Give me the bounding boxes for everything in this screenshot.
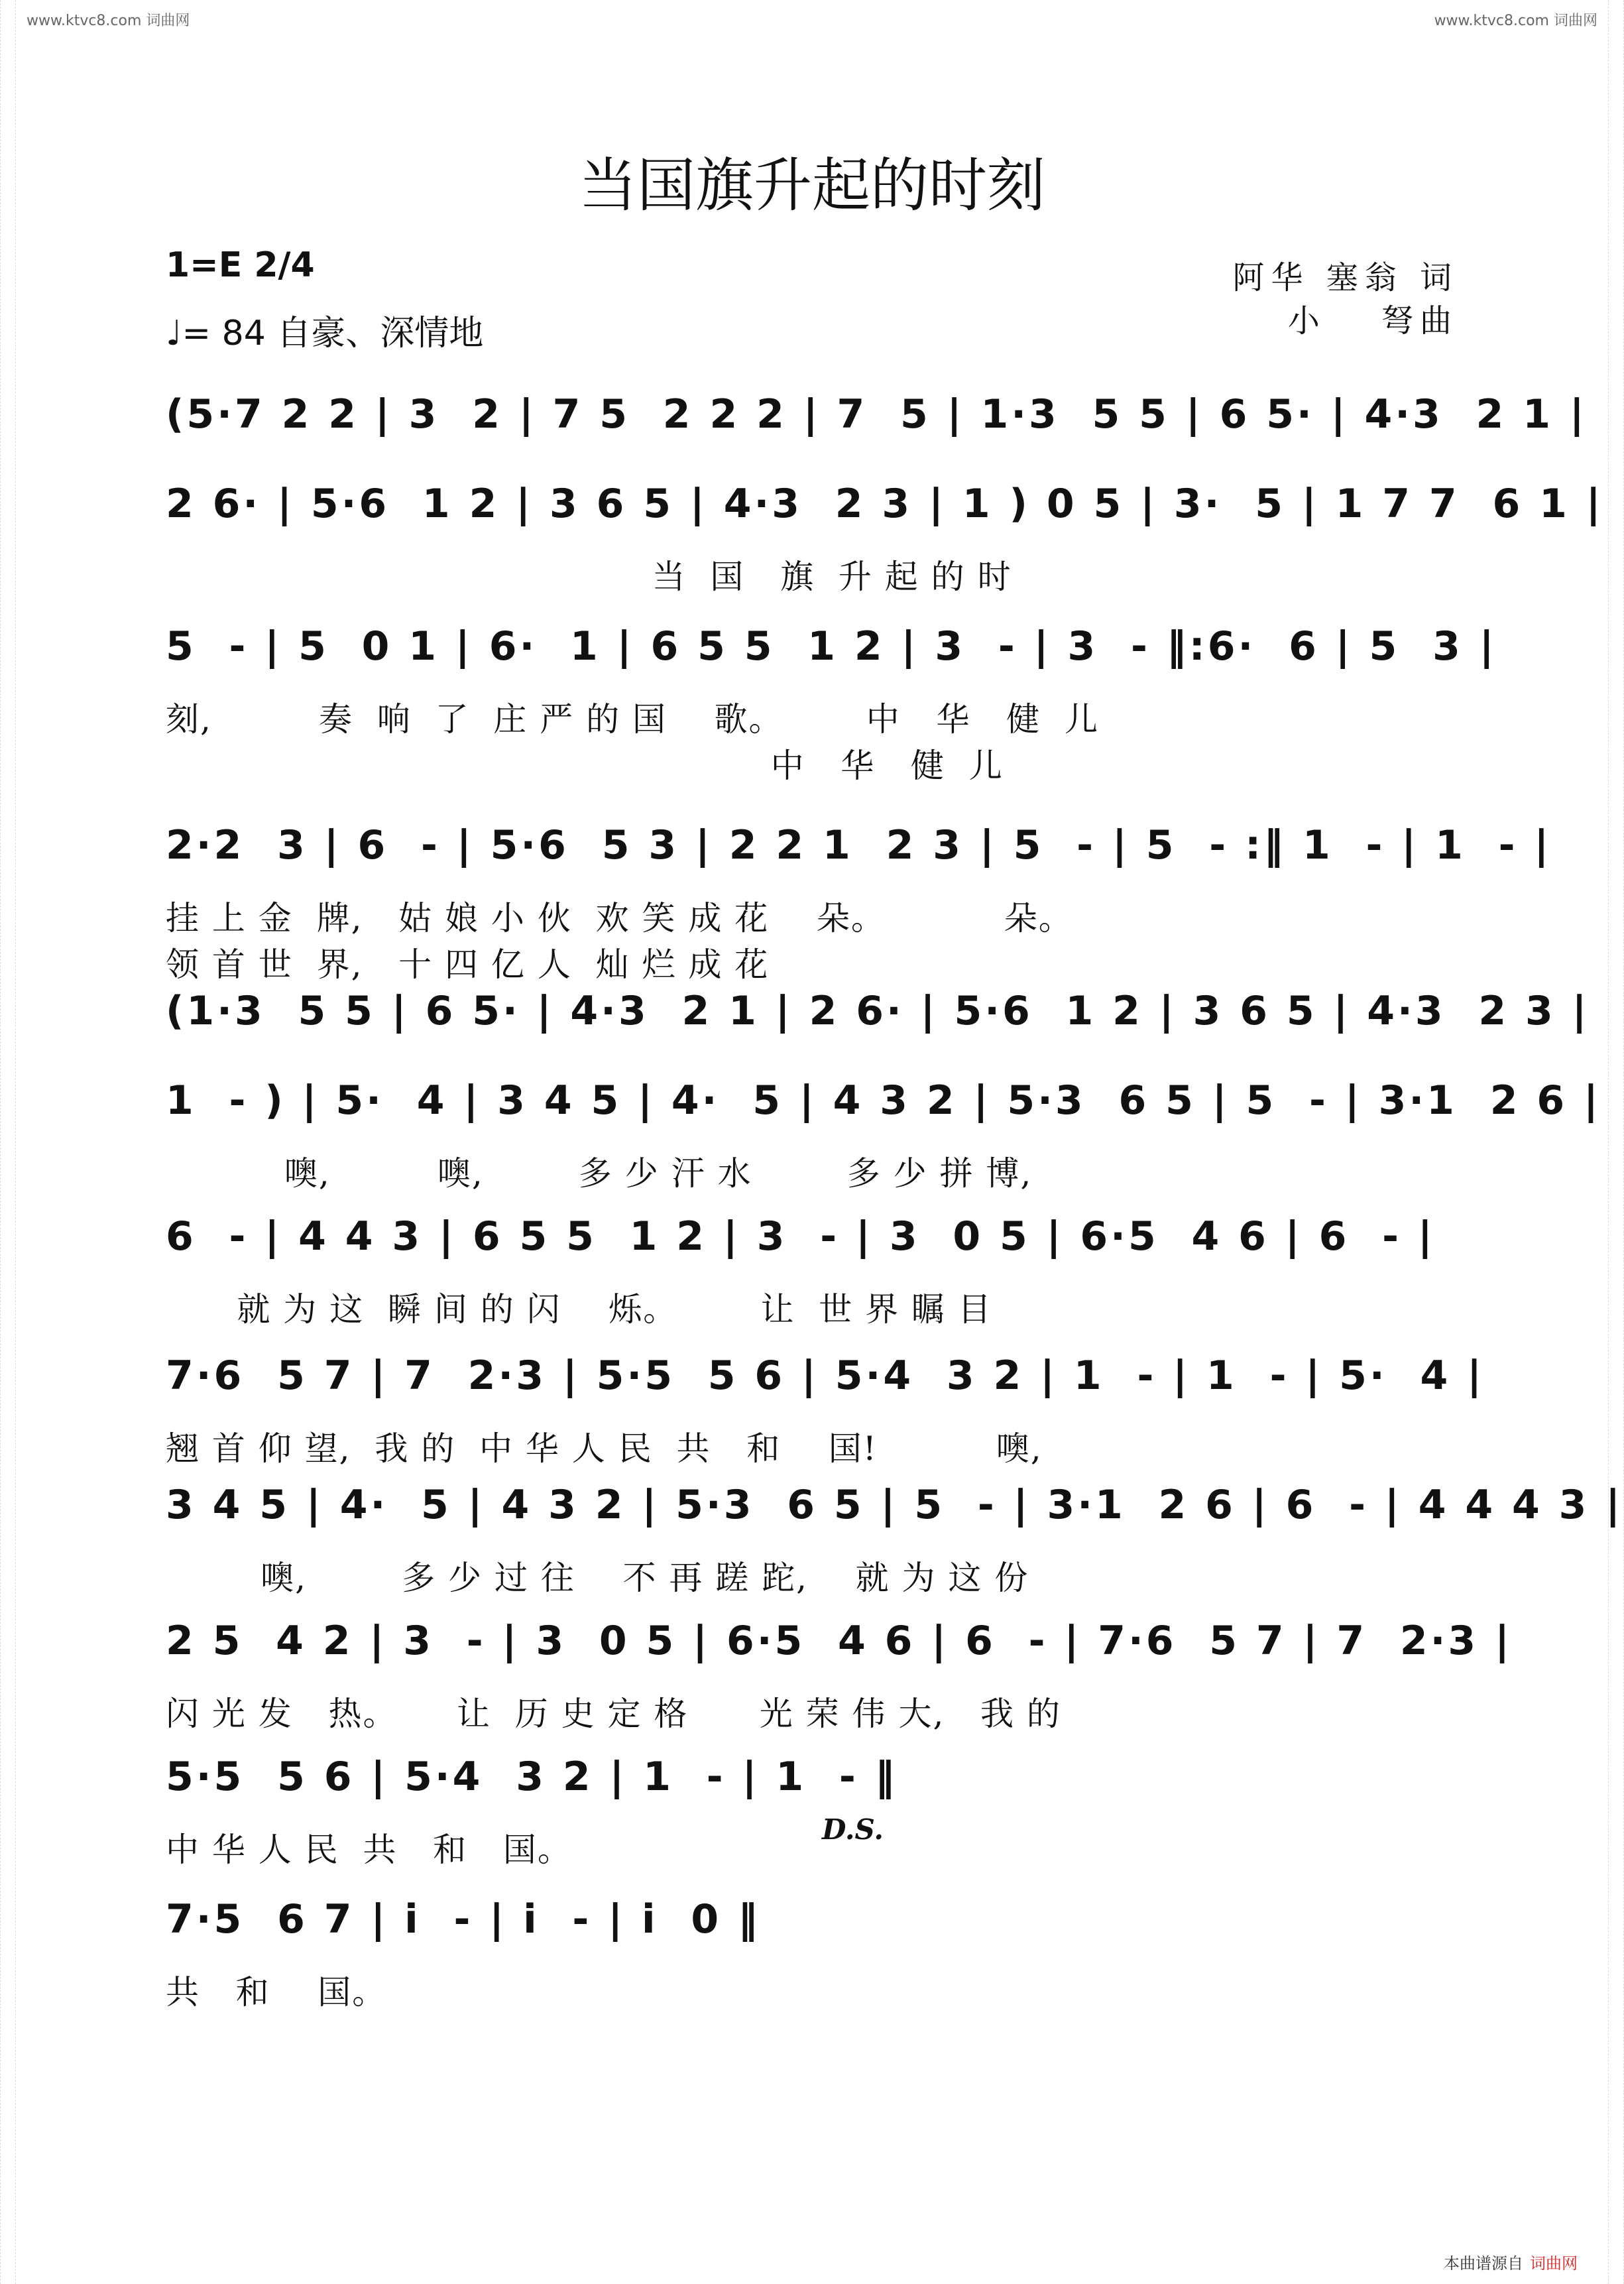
tempo-marking: ♩= 84 自豪、深情地 — [166, 314, 484, 353]
lyrics-verse-1: 就 为 这 瞬 间 的 闪 烁。 让 世 界 瞩 目 — [166, 1290, 992, 1329]
site-header-right — [1434, 9, 1597, 30]
right-margin-strip — [1608, 0, 1624, 2284]
lyrics-verse-2: 领 首 世 界, 十 四 亿 人 灿 烂 成 花 — [166, 945, 770, 984]
notes: 6 - | 4 4 3 | 6 5 5 1 2 | 3 - | 3 0 5 | 6·5 4 6 | 6 - | — [166, 1213, 1435, 1260]
lyrics-verse-1: 闪 光 发 热。 让 历 史 定 格 光 荣 伟 大, 我 的 — [166, 1695, 1061, 1733]
composer-credit: 小 弩曲 — [1287, 302, 1458, 339]
notes: 2·2 3 | 6 - | 5·6 5 3 | 2 2 1 2 3 | 5 - | 5 - :‖ 1 - | 1 - | — [166, 822, 1552, 869]
site-name: 词曲网 — [1553, 13, 1597, 29]
site-url: www.ktvc8.com — [1434, 13, 1549, 29]
lyricist-credit: 阿华 塞翁 词 — [1232, 259, 1458, 296]
footer-brand[interactable]: 词曲网 — [1530, 2254, 1578, 2273]
lyrics-verse-1: 挂 上 金 牌, 姑 娘 小 伙 欢 笑 成 花 朵。 朵。 — [166, 899, 1073, 937]
lyrics-verse-1: 噢, 多 少 过 往 不 再 蹉 跎, 就 为 这 份 — [166, 1559, 1029, 1597]
lyrics-verse-1: 噢, 噢, 多 少 汗 水 多 少 拼 博, — [166, 1154, 1033, 1193]
song-title: 当国旗升起的时刻 — [578, 151, 1045, 219]
footer-source-text: 本曲谱源自 — [1444, 2254, 1523, 2273]
site-url: www.ktvc8.com — [27, 13, 142, 29]
left-margin-strip — [0, 0, 16, 2284]
notes: 3 4 5 | 4· 5 | 4 3 2 | 5·3 6 5 | 5 - | 3·1 2 6 | 6 - | 4 4 4 3 | — [166, 1482, 1623, 1528]
dal-segno-mark: D.S. — [822, 1813, 884, 1846]
lyrics-verse-1: 翘 首 仰 望, 我 的 中 华 人 民 共 和 国! 噢, — [166, 1429, 1043, 1468]
lyrics-verse-1: 共 和 国。 — [166, 1973, 387, 2012]
notes: 2 5 4 2 | 3 - | 3 0 5 | 6·5 4 6 | 6 - | 7·6 5 7 | 7 2·3 | — [166, 1618, 1512, 1664]
notes: 2 6· | 5·6 1 2 | 3 6 5 | 4·3 2 3 | 1 ) 0 5 | 3· 5 | 1 7 7 6 1 | — [166, 481, 1603, 527]
notes: 7·6 5 7 | 7 2·3 | 5·5 5 6 | 5·4 3 2 | 1 - | 1 - | 5· 4 | — [166, 1352, 1485, 1399]
site-header-left — [27, 9, 190, 30]
notes: 1 - ) | 5· 4 | 3 4 5 | 4· 5 | 4 3 2 | 5·3 6 5 | 5 - | 3·1 2 6 | — [166, 1077, 1601, 1124]
key-signature: 1=E 2/4 — [166, 245, 315, 285]
lyrics-verse-2: 中 华 健 儿 — [166, 747, 1004, 785]
lyrics-verse-1: 中 华 人 民 共 和 国。 — [166, 1831, 572, 1869]
footer-source — [1444, 2250, 1578, 2273]
notes: 7·5 6 7 | i - | i - | i 0 ‖ — [166, 1896, 760, 1943]
notes: (5·7 2 2 | 3 2 | 7 5 2 2 2 | 7 5 | 1·3 5 5 | 6 5· | 4·3 2 1 | — [166, 391, 1587, 438]
site-name: 词曲网 — [146, 13, 190, 29]
notes: (1·3 5 5 | 6 5· | 4·3 2 1 | 2 6· | 5·6 1 2 | 3 6 5 | 4·3 2 3 | — [166, 988, 1590, 1034]
lyrics-verse-1: 当 国 旗 升 起 的 时 — [166, 558, 1012, 596]
lyrics-verse-1: 刻, 奏 响 了 庄 严 的 国 歌。 中 华 健 儿 — [166, 700, 1099, 739]
notes: 5 - | 5 0 1 | 6· 1 | 6 5 5 1 2 | 3 - | 3 - ‖:6· 6 | 5 3 | — [166, 623, 1497, 670]
notes: 5·5 5 6 | 5·4 3 2 | 1 - | 1 - ‖ — [166, 1754, 898, 1800]
